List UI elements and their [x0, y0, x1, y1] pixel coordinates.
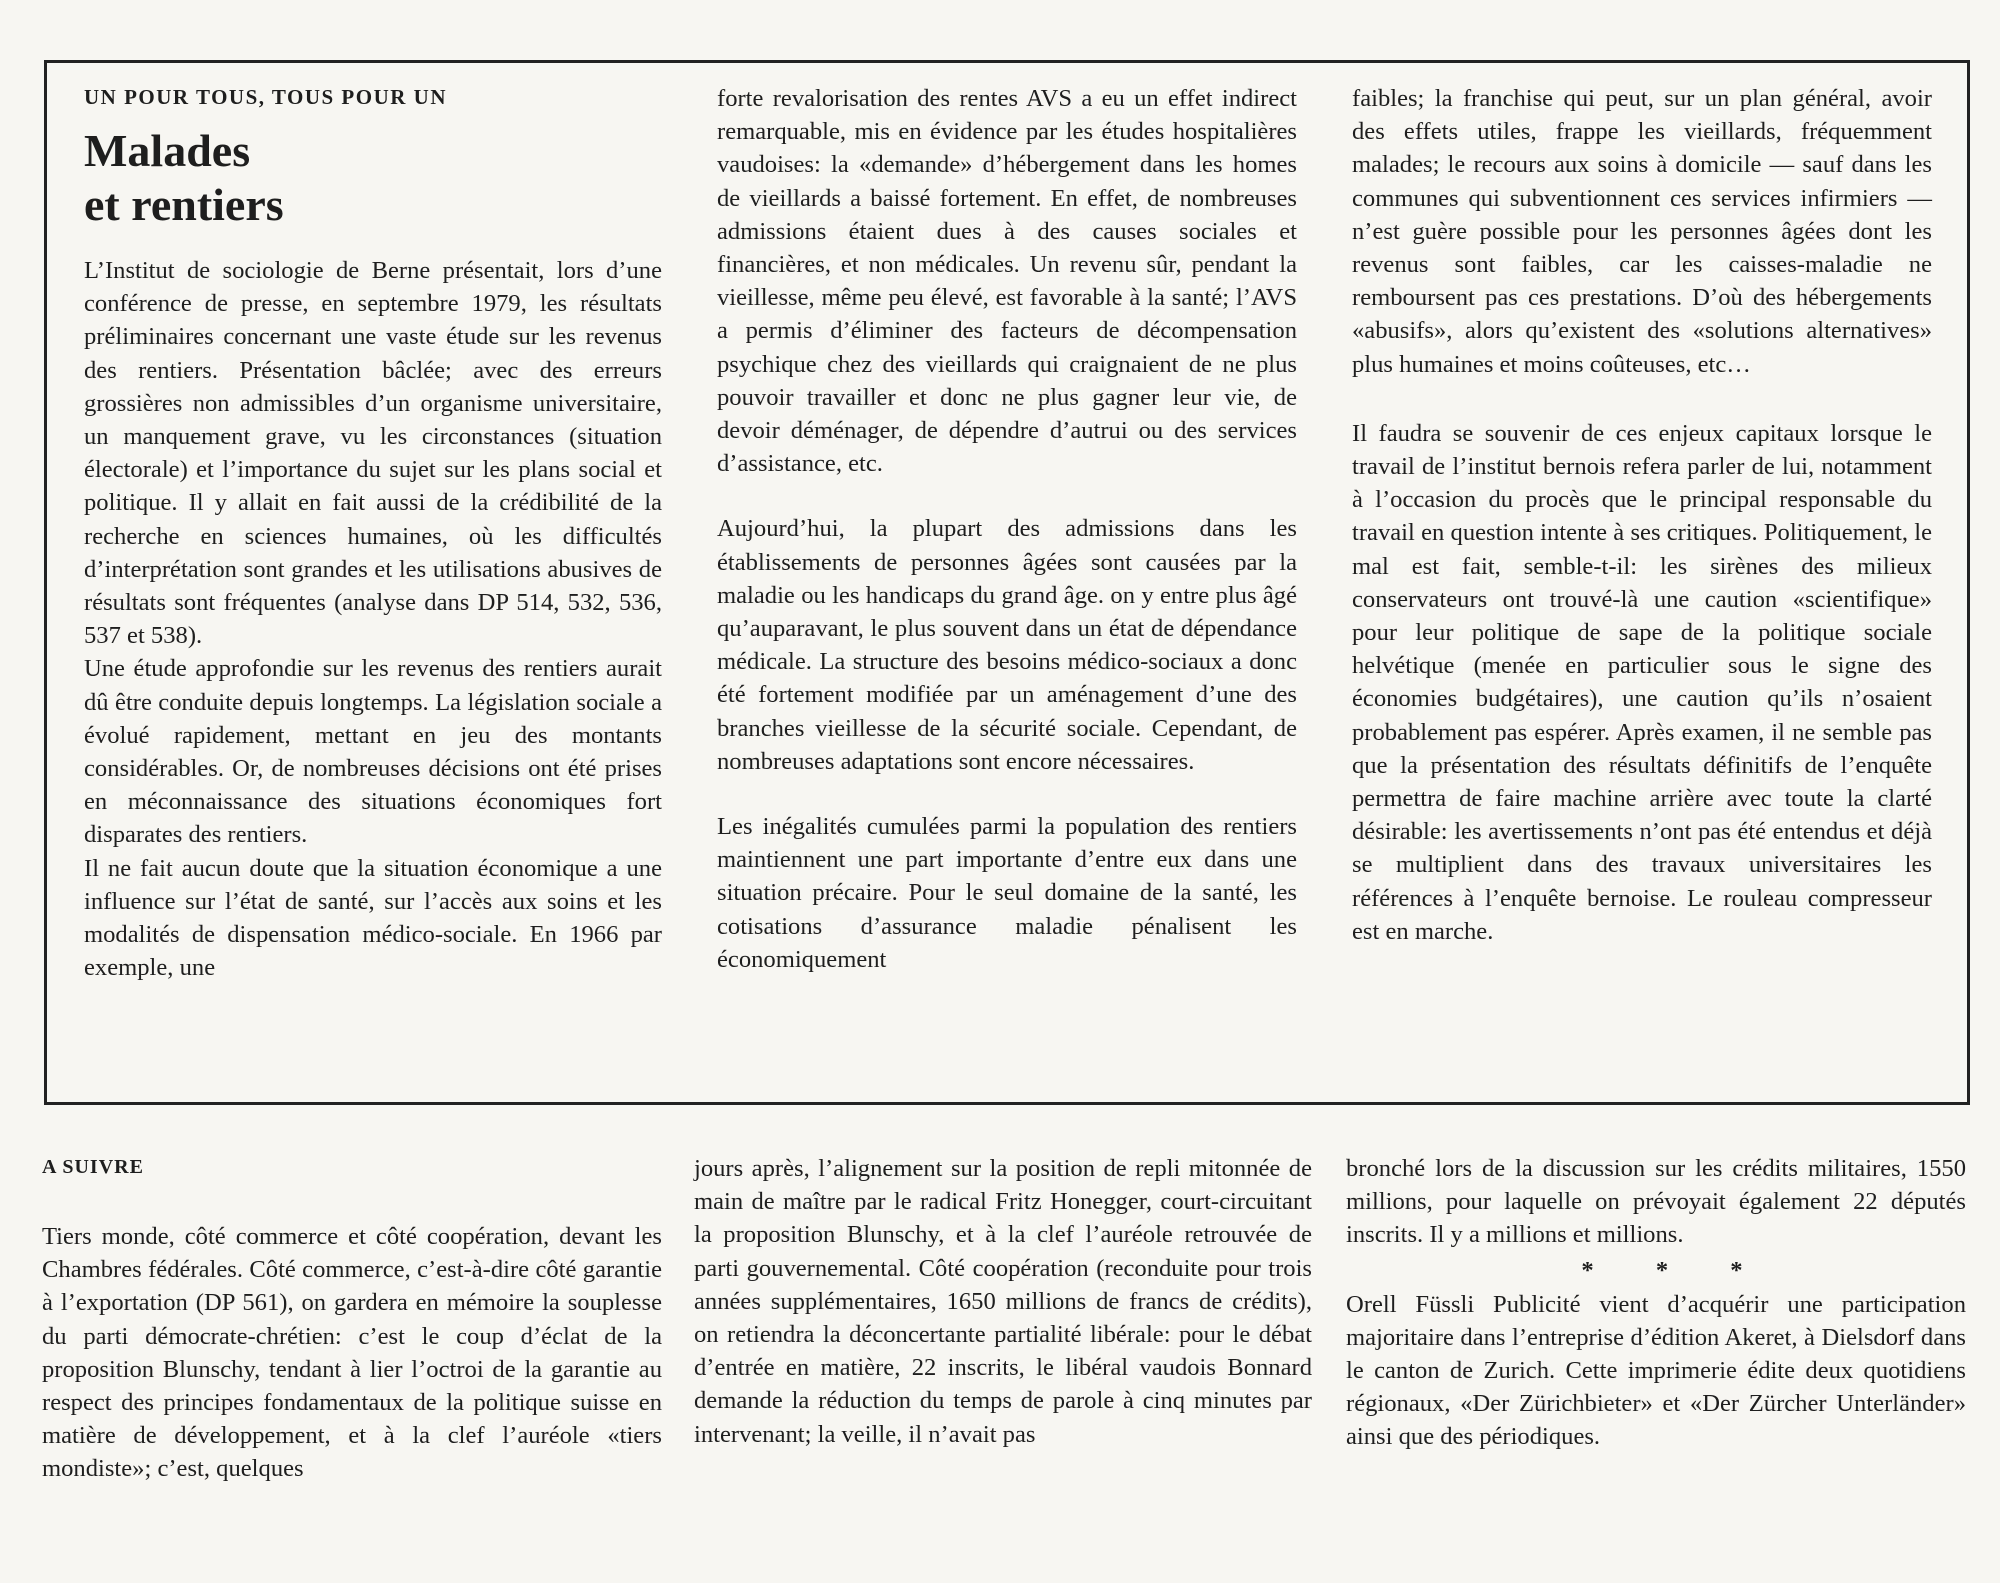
article-title — [84, 124, 662, 232]
article-title-line-2: et rentiers — [84, 179, 284, 230]
paragraph: Orell Füssli Publicité vient d’acquérir une participation majoritaire dans l’entreprise d’édition Akeret, à Dielsdorf dans le canton de Zurich. Cette imprimerie édite deux quotidiens régionaux, «Der Zürichbieter» et «Der Zürcher Unterländer» ainsi que des périodiques. — [1346, 1290, 1966, 1451]
paragraph: Il ne fait aucun doute que la situation économique a une influence sur l’état de santé, sur l’accès aux soins et les modalités de dispensation médico-sociale. En 1966 par exemple, une — [84, 854, 662, 982]
article-column-2 — [717, 82, 1297, 976]
paragraph: Aujourd’hui, la plupart des admissions dans les établissements de personnes âgées sont causées par la maladie ou les handicaps du grand âge. on y entre plus âgé qu’auparavant, le plus souvent dans un état de dépendance médicale. La structure des besoins médico-sociaux a donc été fortement modifiée par un aménagement d’une des branches vieillesse de la sécurité sociale. Cependant, de nombreuses adaptations sont encore nécessaires. — [717, 515, 1297, 775]
article-kicker: UN POUR TOUS, TOUS POUR UN — [84, 85, 448, 109]
paragraph: bronché lors de la discussion sur les crédits militaires, 1550 millions, pour laquelle on prévoyait également 22 députés inscrits. Il y a millions et millions. — [1346, 1155, 1966, 1249]
paragraph: faibles; la franchise qui peut, sur un plan général, avoir des effets utiles, frappe les vieillards, fréquemment malades; le recours aux soins à domicile — sauf dans les communes qui subventionnent ces services infirmiers — n’est guère possible pour les personnes âgées dont les revenus sont faibles, car les caisses-maladie ne remboursent pas ces prestations. D’où des hébergements «abusifs», alors qu’existent des «solutions alternatives» plus humaines et moins coûteuses, etc… — [1352, 85, 1932, 378]
paragraph: Les inégalités cumulées parmi la population des rentiers maintiennent une part importante d’entre eux dans une situation précaire. Pour le seul domaine de la santé, les cotisations d’assurance maladie pénalisent les économiquement — [717, 813, 1297, 973]
paragraph: Il faudra se souvenir de ces enjeux capitaux lorsque le travail de l’institut bernois refera parler de lui, notamment à l’occasion du procès que le principal responsable du travail en question intente à ses critiques. Politiquement, le mal est fait, semble-t-il: les sirènes des milieux conservateurs ont trouvé-là une caution «scientifique» pour leur politique de sape de la politique sociale helvétique (menée en particulier sous le signe des économies budgétaires), une caution qu’ils n’osaient probablement pas espérer. Après examen, il ne semble pas que la présentation des résultats définitifs de l’enquête permettra de faire machine arrière avec toute la clarté désirable: les avertissements n’ont pas été entendus et déjà se multiplient dans des travaux universitaires les références à l’enquête bernoise. Le rouleau compresseur est en marche. — [1352, 419, 1932, 945]
paragraph: jours après, l’alignement sur la position de repli mitonnée de main de maître par le radical Fritz Honegger, court-circuitant la proposition Blunschy, et à la clef l’auréole retrouvée de parti gouvernemental. Côté coopération (reconduite pour trois années supplémentaires, 1650 millions de francs de crédits), on retiendra la déconcertante partialité libérale: pour le débat d’entrée en matière, 22 inscrits, le libéral vaudois Bonnard demande la réduction du temps de parole à cinq minutes par intervenant; la veille, il n’avait pas — [694, 1155, 1312, 1448]
article-column-3 — [1352, 82, 1932, 948]
lower-column-2 — [694, 1152, 1312, 1451]
section-title: A SUIVRE — [42, 1156, 144, 1178]
paragraph: L’Institut de sociologie de Berne présentait, lors d’une conférence de presse, en septembre 1979, les résultats préliminaires concernant une vaste étude sur les revenus des rentiers. Présentation bâclée; avec des erreurs grossières non admissibles d’un organisme universitaire, un manquement grave, vu les circonstances (situation électorale) et l’importance du sujet sur les plans social et politique. Il y allait en fait aussi de la crédibilité de la recherche en sciences humaines, où les difficultés d’interprétation sont grandes et les utilisations abusives de résultats sont fréquentes (analyse dans DP 514, 532, 536, 537 et 538). — [84, 257, 662, 650]
paragraph: forte revalorisation des rentes AVS a eu un effet indirect remarquable, mis en évidence par les études hospitalières vaudoises: la «demande» d’hébergement dans les homes de vieillards a baissé fortement. En effet, de nombreuses admissions étaient dues à des causes sociales et financières, et non médicales. Un revenu sûr, pendant la vieillesse, même peu élevé, est favorable à la santé; l’AVS a permis d’éliminer des facteurs de décompensation psychique chez des vieillards qui craignaient de ne plus pouvoir travailler et donc ne plus gagner leur vie, de devoir déménager, de dépendre d’autrui ou des services d’assistance, etc. — [717, 85, 1297, 478]
separator-asterisks: * * * — [1581, 1256, 1771, 1284]
paragraph: Tiers monde, côté commerce et côté coopération, devant les Chambres fédérales. Côté commerce, c’est-à-dire côté garantie à l’exportation (DP 561), on gardera en mémoire la souplesse du parti démocrate-chrétien: c’est le coup d’éclat de la proposition Blunschy, tendant à lier l’octroi de la garantie au respect des principes fondamentaux de la politique suisse en matière de développement, et à la clef l’auréole «tiers mondiste»; c’est, quelques — [42, 1223, 662, 1483]
lower-column-1 — [42, 1154, 662, 1486]
article-title-line-1: Malades — [84, 125, 251, 176]
paragraph: Une étude approfondie sur les revenus des rentiers aurait dû être conduite depuis longtemps. La législation sociale a évolué rapidement, mettant en jeu des montants considérables. Or, de nombreuses décisions ont été prises en méconnaissance des situations économiques fort disparates des rentiers. — [84, 655, 662, 849]
lower-column-3 — [1346, 1152, 1966, 1454]
article-column-1 — [84, 84, 662, 984]
